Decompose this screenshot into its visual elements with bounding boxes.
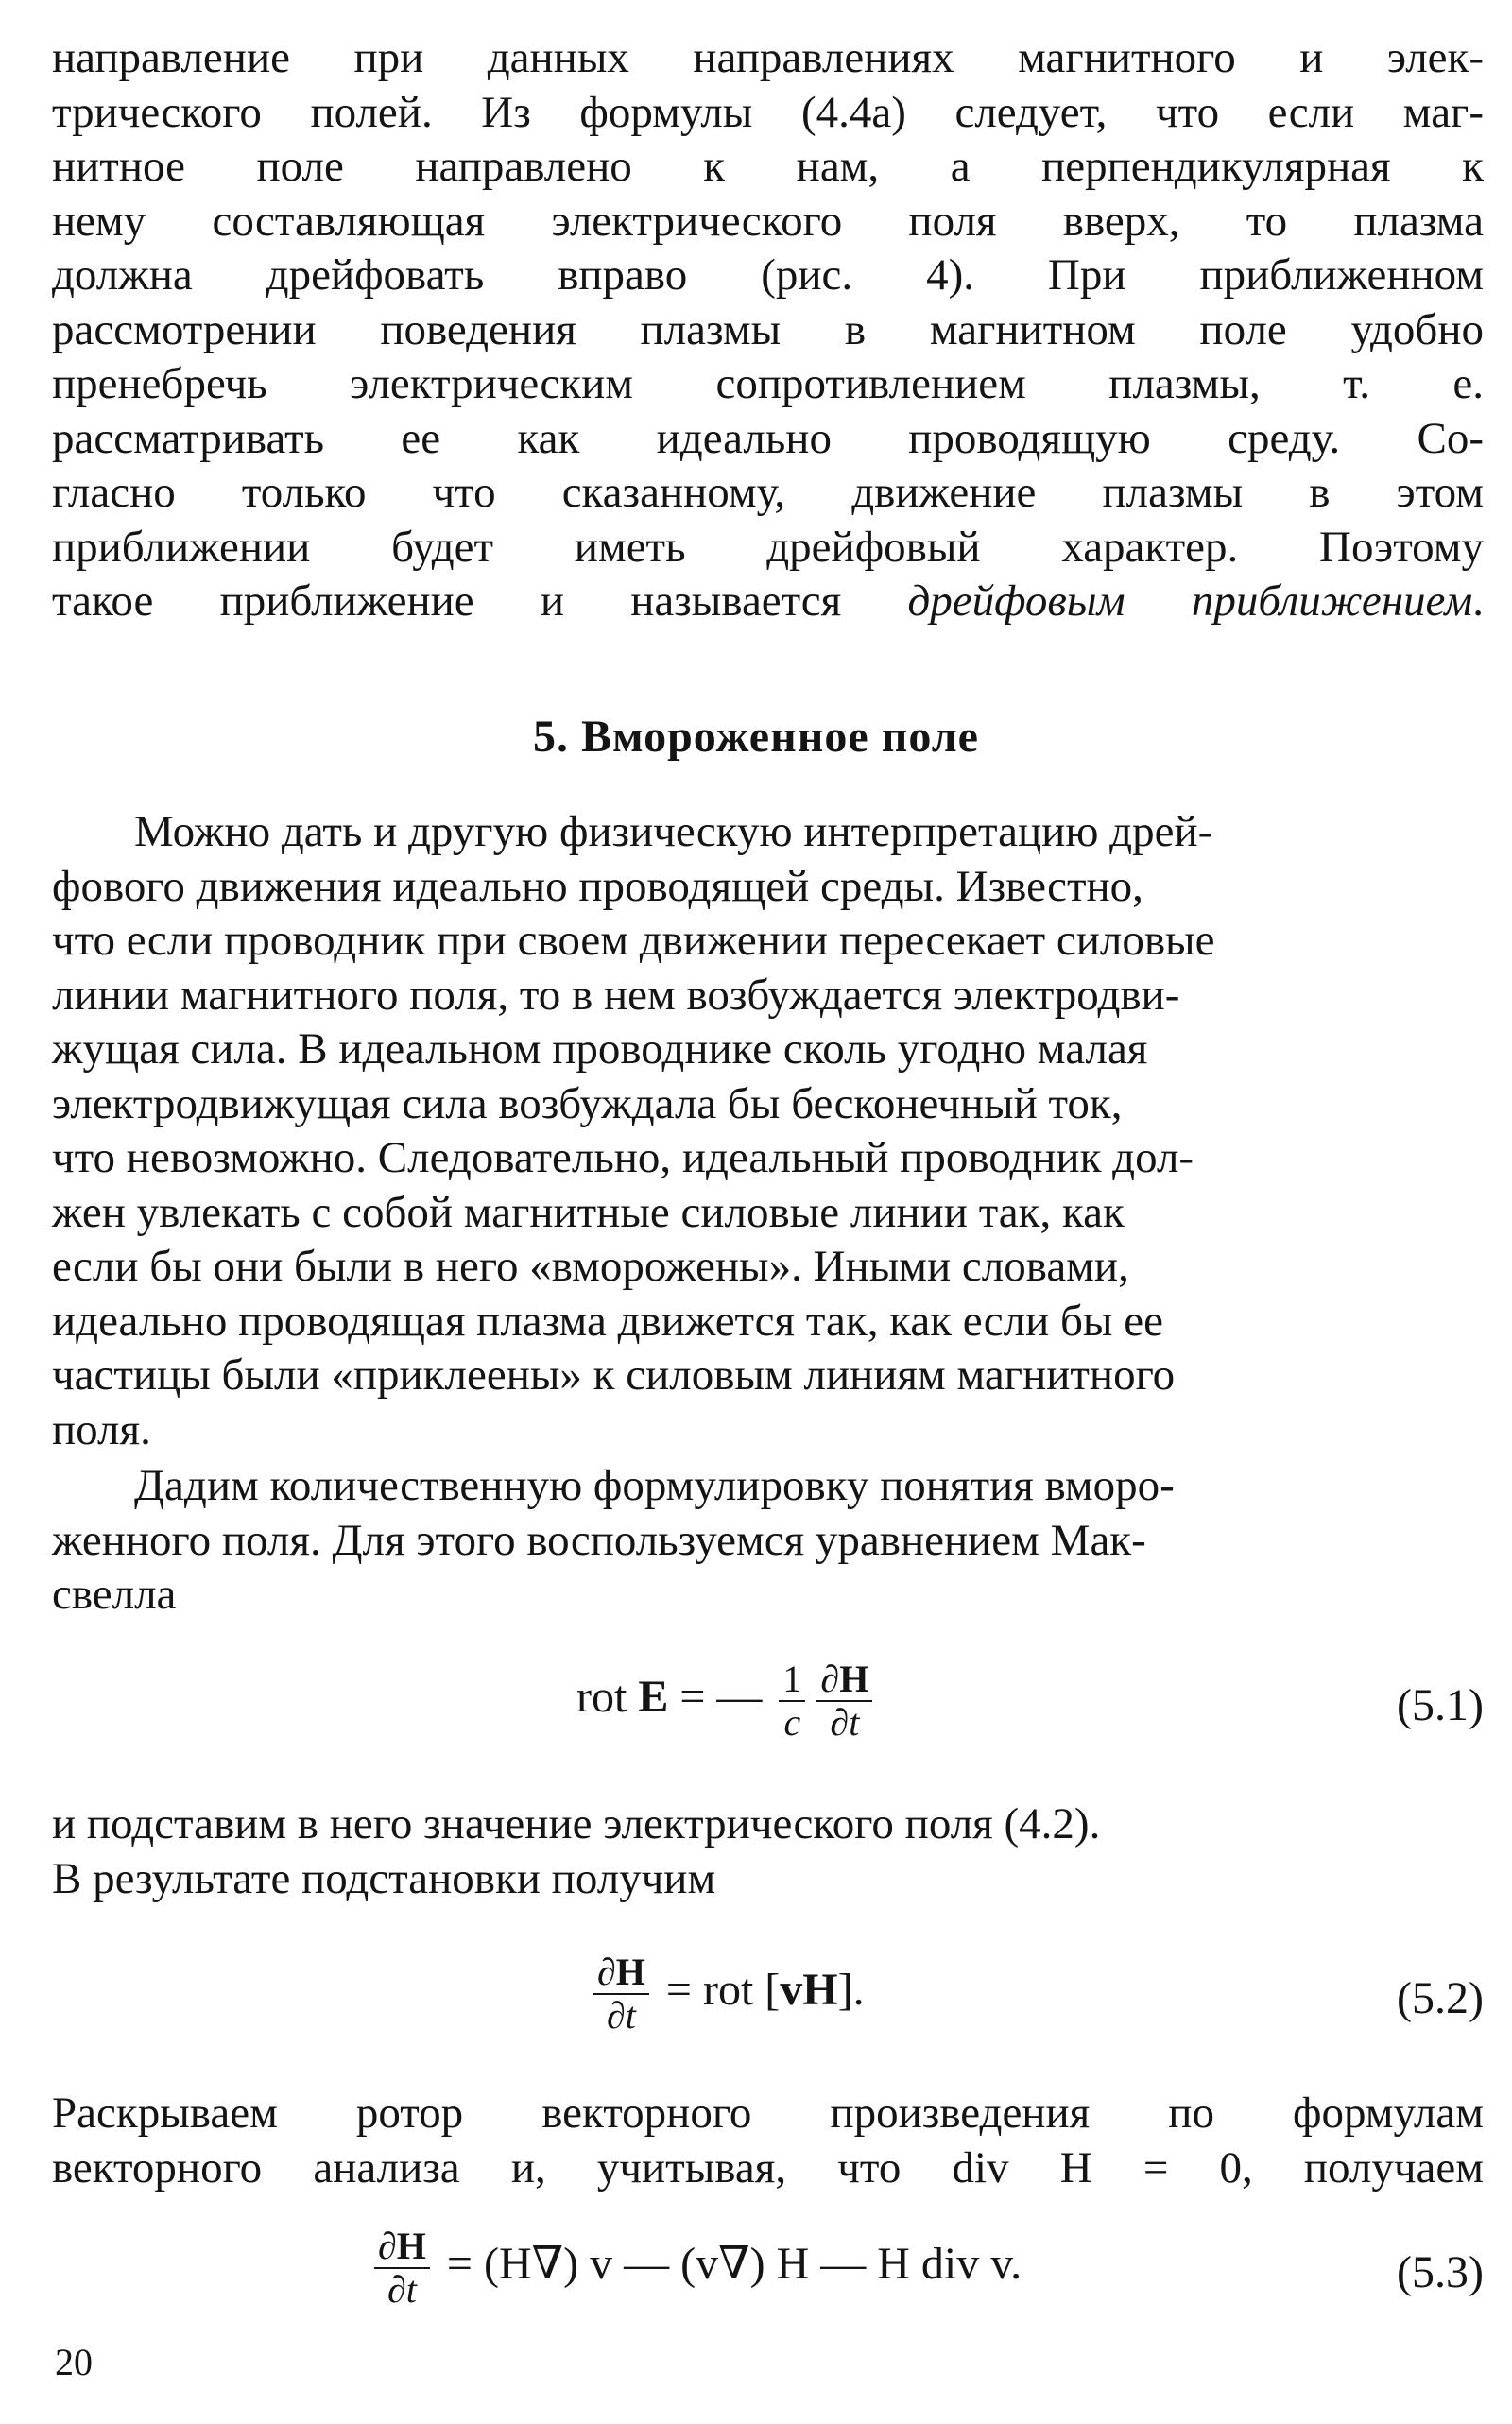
paragraph-drift-approximation	[52, 31, 1484, 629]
text-line: должна дрейфовать вправо (рис. 4). При приближенном	[52, 250, 1484, 300]
paragraph-vector-analysis	[52, 2087, 1484, 2195]
formula-5-3-body	[369, 2226, 1022, 2311]
text-line: пренебречь электрическим сопротивлением плазмы, т. е.	[52, 359, 1484, 408]
formula-vector-vh: vH	[780, 1965, 838, 2016]
fraction-dh-dt	[593, 1951, 649, 2037]
fraction-numerator: ∂H	[374, 2226, 430, 2269]
text-line: поля.	[52, 1404, 151, 1454]
page-number: 20	[55, 2341, 93, 2383]
fraction-denominator: ∂t	[607, 1994, 636, 2037]
text-line: линии магнитного поля, то в нем возбуждается электродви-	[52, 970, 1180, 1020]
text-line: рассматривать ее как идеально проводящую среду. Со-	[52, 413, 1484, 463]
formula-5-2-body	[588, 1951, 865, 2037]
formula-5-2	[0, 1951, 1512, 2046]
equation-number: (5.2)	[1397, 1973, 1484, 2023]
formula-text: rot	[576, 1672, 639, 1723]
paragraph-frozen-field-interpretation	[52, 805, 1484, 1457]
formula-text: = —	[668, 1672, 774, 1723]
text-line-last	[52, 575, 1484, 629]
formula-vector-e: E	[638, 1672, 669, 1723]
fraction-numerator: ∂H	[816, 1659, 872, 1702]
text-fragment: .	[1472, 576, 1484, 626]
formula-text: = (H∇) v — (v∇) H — H div v.	[435, 2239, 1022, 2290]
text-line: женного поля. Для этого воспользуемся уравнением Мак-	[52, 1515, 1146, 1565]
text-line: жен увлекать с собой магнитные силовые линии так, как	[52, 1187, 1125, 1237]
paragraph-maxwell-intro	[52, 1459, 1484, 1623]
equation-number: (5.1)	[1397, 1680, 1484, 1730]
formula-5-1	[0, 1659, 1512, 1753]
fraction-denominator: c	[783, 1701, 801, 1744]
fraction-denominator: ∂t	[830, 1701, 860, 1744]
text-line: гласно только что сказанному, движение плазмы в этом	[52, 468, 1484, 517]
formula-text: = rot [	[654, 1965, 781, 2016]
text-line: приближении будет иметь дрейфовый характер. Поэтому	[52, 522, 1484, 572]
formula-5-1-body	[576, 1659, 878, 1744]
text-line: если бы они были в него «вморожены». Иными словами,	[52, 1242, 1129, 1291]
section-heading: 5. Вмороженное поле	[533, 712, 979, 762]
text-line: В результате подстановки получим	[52, 1853, 716, 1903]
text-fragment: такое приближение и называется	[52, 576, 908, 626]
text-line: частицы были «приклеены» к силовым линиям магнитного	[52, 1350, 1176, 1400]
fraction-numerator: ∂H	[593, 1951, 649, 1995]
text-line: жущая сила. В идеальном проводнике сколь угодно малая	[52, 1024, 1148, 1074]
text-line: рассмотрении поведения плазмы в магнитном поле удобно	[52, 304, 1484, 354]
fraction-dh-dt	[374, 2226, 430, 2311]
text-line: идеально проводящая плазма движется так, как если бы ее	[52, 1296, 1163, 1346]
formula-text: ].	[837, 1965, 865, 2016]
text-line: что если проводник при своем движении пересекает силовые	[52, 916, 1215, 965]
fraction-numerator: 1	[779, 1659, 805, 1702]
text-line: Дадим количественную формулировку понятия вморо-	[134, 1461, 1175, 1510]
fraction-one-over-c	[779, 1659, 805, 1744]
text-line: векторного анализа и, учитывая, что div H = 0, получаем	[52, 2142, 1484, 2192]
text-line: электродвижущая сила возбуждала бы бесконечный ток,	[52, 1078, 1123, 1128]
paragraph-substitution	[52, 1797, 1484, 1906]
text-line: свелла	[52, 1570, 177, 1619]
text-line: что невозможно. Следовательно, идеальный проводник дол-	[52, 1133, 1194, 1182]
fraction-dh-dt	[816, 1659, 872, 1744]
formula-5-3	[0, 2226, 1512, 2320]
text-line: трического полей. Из формулы (4.4а) следует, что если маг-	[52, 87, 1484, 137]
text-line: Раскрываем ротор векторного произведения по формулам	[52, 2089, 1484, 2138]
fraction-denominator: ∂t	[387, 2268, 417, 2311]
text-line: фового движения идеально проводящей среды. Известно,	[52, 861, 1143, 911]
text-line: нему составляющая электрического поля вверх, то плазма	[52, 196, 1484, 246]
equation-number: (5.3)	[1397, 2247, 1484, 2297]
text-line: Можно дать и другую физическую интерпретацию дрей-	[134, 807, 1213, 856]
text-line: нитное поле направлено к нам, а перпендикулярная к	[52, 142, 1484, 191]
italic-term: дрейфовым приближением	[907, 576, 1473, 626]
text-line: и подставим в него значение электрического поля (4.2).	[52, 1799, 1101, 1848]
text-line: направление при данных направлениях магнитного и элек-	[52, 33, 1484, 82]
